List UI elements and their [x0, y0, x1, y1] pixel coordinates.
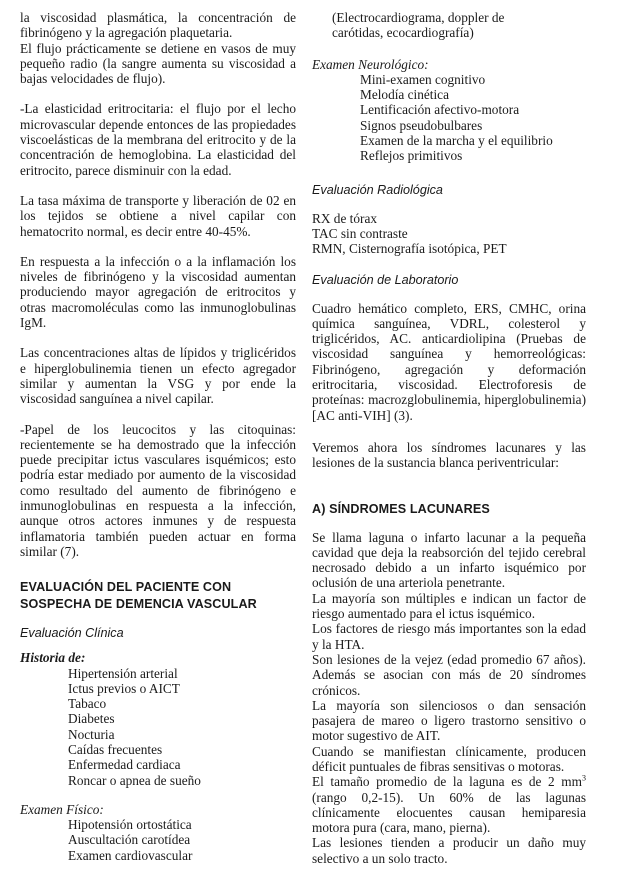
list-item: Nocturia: [68, 726, 115, 742]
list-item: Mini-examen cognitivo: [360, 71, 486, 87]
list-item: Hipertensión arterial: [68, 665, 178, 681]
paragraph: la viscosidad plasmática, la concentración de fibrinógeno y la agregación plaquetaria.: [20, 10, 296, 41]
list-item: Caídas frecuentes: [68, 741, 163, 757]
history-list: [20, 666, 296, 788]
list-item: Hipotensión ortostática: [68, 817, 192, 833]
list-item: Ictus previos o AICT: [68, 680, 180, 696]
list-item: Lentificación afectivo-motora: [360, 102, 520, 118]
paragraph: Las concentraciones altas de lípidos y triglicéridos e hiperglobulinemia tienen un efecto agregador similar y aumentan la VSG y por ende la viscosidad sanguínea a nivel capilar.: [20, 345, 296, 407]
list-item: RX de tórax: [312, 210, 377, 226]
list-item: RMN, Cisternografía isotópica, PET: [312, 241, 507, 257]
list-item: Examen de la marcha y el equilibrio: [360, 133, 553, 149]
list-item: Reflejos primitivos: [360, 148, 463, 164]
list-item: Auscultación carotídea: [68, 832, 191, 848]
paragraph: Veremos ahora los síndromes lacunares y las lesiones de la sustancia blanca periventricular:: [312, 439, 586, 471]
paragraph: [312, 774, 586, 835]
physical-exam-list: [20, 817, 296, 863]
paragraph: Los factores de riesgo más importantes son la edad y la HTA.: [312, 621, 586, 652]
paragraph-text: El tamaño promedio de la laguna es de 2 mm: [312, 774, 582, 790]
continued-list: [312, 10, 586, 41]
paragraph: Son lesiones de la vejez (edad promedio 67 años). Además se asocian con más de 20 síndromes crónicos.: [312, 651, 586, 698]
section-heading: EVALUACIÓN DEL PACIENTE CON SOSPECHA DE DEMENCIA VASCULAR: [20, 580, 257, 612]
paragraph: La tasa máxima de transporte y liberación de 02 en los tejidos se obtiene a nivel capilar con hematocrito normal, es decir entre 40-45%.: [20, 192, 296, 239]
right-column: [312, 10, 586, 866]
paragraph: Se llama laguna o infarto lacunar a la pequeña cavidad que deja la reabsorción del tejido cerebral necrosado debido a un infarto isquémico por oclusión de una arteriola penetrante.: [312, 529, 586, 591]
section-heading: A) SÍNDROMES LACUNARES: [312, 501, 490, 516]
list-item: Tabaco: [68, 696, 107, 712]
list-item: (Electrocardiograma, doppler de: [332, 10, 505, 25]
list-label: Historia de:: [20, 650, 86, 666]
subsection-heading: Evaluación Radiológica: [312, 182, 443, 197]
neuro-exam-list: [312, 72, 586, 164]
list-label: Examen Neurológico:: [312, 56, 429, 72]
paragraph: Las lesiones tienden a producir un daño muy selectivo a un solo tracto.: [312, 835, 586, 866]
paragraph: El flujo prácticamente se detiene en vasos de muy pequeño radio (la sangre aumenta su viscosidad a bajas velocidades de flujo).: [20, 40, 296, 87]
paragraph: En respuesta a la infección o a la inflamación los niveles de fibrinógeno y la viscosidad aumentan produciendo mayor agregación de eritrocitos y otras macromoléculas como las inmunoglobulinas IgM.: [20, 253, 296, 331]
list-item: Diabetes: [68, 711, 115, 727]
paragraph: Cuando se manifiestan clínicamente, producen déficit puntuales de fibras sensitivas o motoras.: [312, 743, 586, 774]
paragraph: La mayoría son silenciosos o dan sensación pasajera de mareo o ligero trastorno sensitivo o motor sugestivo de AIT.: [312, 697, 586, 744]
paragraph: Cuadro hemático completo, ERS, CMHC, orina química sanguínea, VDRL, colesterol y triglicéridos, AC. anticardiolipina (Pruebas de viscosidad sanguínea y hemorreológicas: Fibrinógeno, agregación y deformación eritrocitaria, viscosidad. Electroforesis de proteínas: macrozglobulinemia, hiperglobulinemia) [AC anti-VIH] (3).: [312, 300, 586, 423]
list-item: carótidas, ecocardiografía): [332, 25, 474, 41]
paragraph: La mayoría son múltiples e indican un factor de riesgo aumentado para el ictus isquémico.: [312, 590, 586, 622]
left-column: [20, 10, 296, 863]
superscript: 3: [582, 773, 586, 783]
list-item: Enfermedad cardiaca: [68, 757, 181, 773]
subsection-heading: Evaluación de Laboratorio: [312, 272, 459, 287]
list-item: Roncar o apnea de sueño: [68, 772, 201, 788]
subsection-heading: Evaluación Clínica: [20, 626, 124, 641]
paragraph-text: (rango 0,2-15). Un 60% de las lagunas clínicamente elocuentes causan hemiparesia motora pura (cara, mano, pierna).: [312, 789, 586, 836]
list-item: Examen cardiovascular: [68, 847, 193, 863]
list-item: Melodía cinética: [360, 87, 449, 103]
list-item: Signos pseudobulbares: [360, 117, 483, 133]
list-label: Examen Físico:: [20, 801, 104, 817]
list-item: TAC sin contraste: [312, 225, 408, 241]
paragraph: -Papel de los leucocitos y las citoquinas: recientemente se ha demostrado que la infección puede precipitar ictus vasculares isquémicos; esto podría estar mediado por aumento de la viscosidad como resultado del aumento de fibrinógeno e inmunoglobulinas en respuesta a la infección, aunque otros actores inmunes y de respuesta inflamatoria también pueden actuar en forma similar (7).: [20, 421, 296, 559]
paragraph: -La elasticidad eritrocitaria: el flujo por el lecho microvascular depende entonces de las propiedades viscoelásticas de la membrana del eritrocito y de la concentración de hemoglobina. La elasticidad del eritrocito, parece disminuir con la edad.: [20, 101, 296, 178]
